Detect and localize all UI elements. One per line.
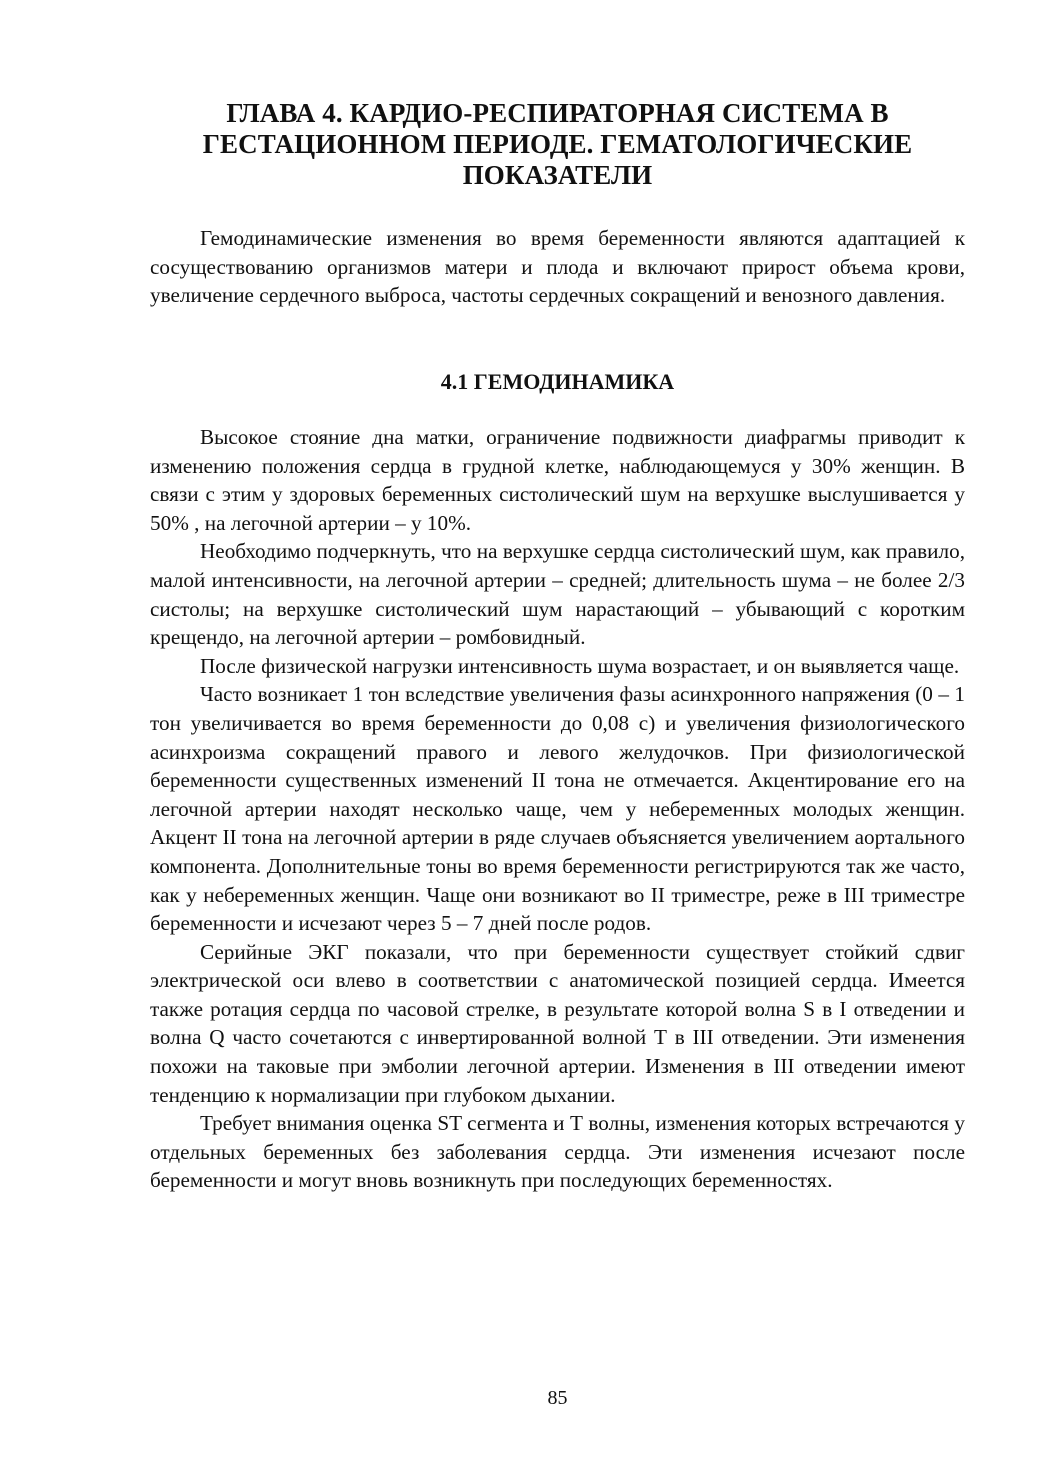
paragraph-physical-load: После физической нагрузки интенсивность шума возрастает, и он выявляется чаще. — [200, 653, 960, 678]
intro-paragraph: Гемодинамические изменения во время беременности являются адаптацией к сосуществованию организмов матери и плода и включают прирост объема крови, увеличение сердечного выброса, частоты сердечных сокращений и венозного давления. — [150, 226, 965, 308]
paragraph-uterus-position: Высокое стояние дна матки, ограничение подвижности диафрагмы приводит к изменению положения сердца в грудной клетке, наблюдающемуся у 30% женщин. В связи с этим у здоровых беременных систолический шум на верхушке выслушивается у 50% , на легочной артерии – у 10%. — [150, 425, 965, 535]
section-title: 4.1 ГЕМОДИНАМИКА — [440, 369, 675, 394]
section-body — [150, 423, 965, 1195]
paragraph-heart-tones: Часто возникает 1 тон вследствие увеличения фазы асинхронного напряжения (0 – 1 тон увеличивается во время беременности до 0,08 с) и увеличения физиологического асинхроизма сокращений правого и левого желудочков. При физиологической беременности существенных изменений II тона не отмечается. Акцентирование его на легочной артерии находят несколько чаще, чем у небеременных молодых женщин. Акцент II тона на легочной артерии в ряде случаев объясняется увеличением аортального компонента. Дополнительные тоны во время беременности регистрируются так же часто, как у небеременных женщин. Чаще они возникают во II триместре, реже в III триместре беременности и исчезают через 5 – 7 дней после родов. — [150, 682, 965, 936]
paragraph-systolic-murmur: Необходимо подчеркнуть, что на верхушке сердца систолический шум, как правило, малой интенсивности, на легочной артерии – средней; длительность шума – не более 2/3 систолы; на верхушке систолический шум нарастающий – убывающий с коротким крещендо, на легочной артерии – ромбовидный. — [150, 539, 965, 650]
chapter-title-line-3: ПОКАЗАТЕЛИ — [462, 160, 653, 190]
chapter-title-line-2: ГЕСТАЦИОННОМ ПЕРИОДЕ. ГЕМАТОЛОГИЧЕСКИЕ — [202, 129, 913, 159]
page-number: 85 — [547, 1387, 568, 1409]
chapter-title — [150, 98, 965, 191]
paragraph-ecg: Серийные ЭКГ показали, что при беременности существует стойкий сдвиг электрической оси влево в соответствии с анатомической позицией сердца. Имеется также ротация сердца по часовой стрелке, в результате которой волна S в I отведении и волна Q часто сочетаются с инвертированной волной Т в III отведении. Эти изменения похожи на таковые при эмболии легочной артерии. Изменения в III отведении имеют тенденцию к нормализации при глубоком дыхании. — [150, 939, 965, 1107]
chapter-title-line-1: ГЛАВА 4. КАРДИО-РЕСПИРАТОРНАЯ СИСТЕМА В — [226, 98, 889, 128]
paragraph-st-segment: Требует внимания оценка ST сегмента и Т волны, изменения которых встречаются у отдельных беременных без заболевания сердца. Эти изменения исчезают после беременности и могут вновь возникнуть при последующих беременностях. — [150, 1111, 965, 1193]
